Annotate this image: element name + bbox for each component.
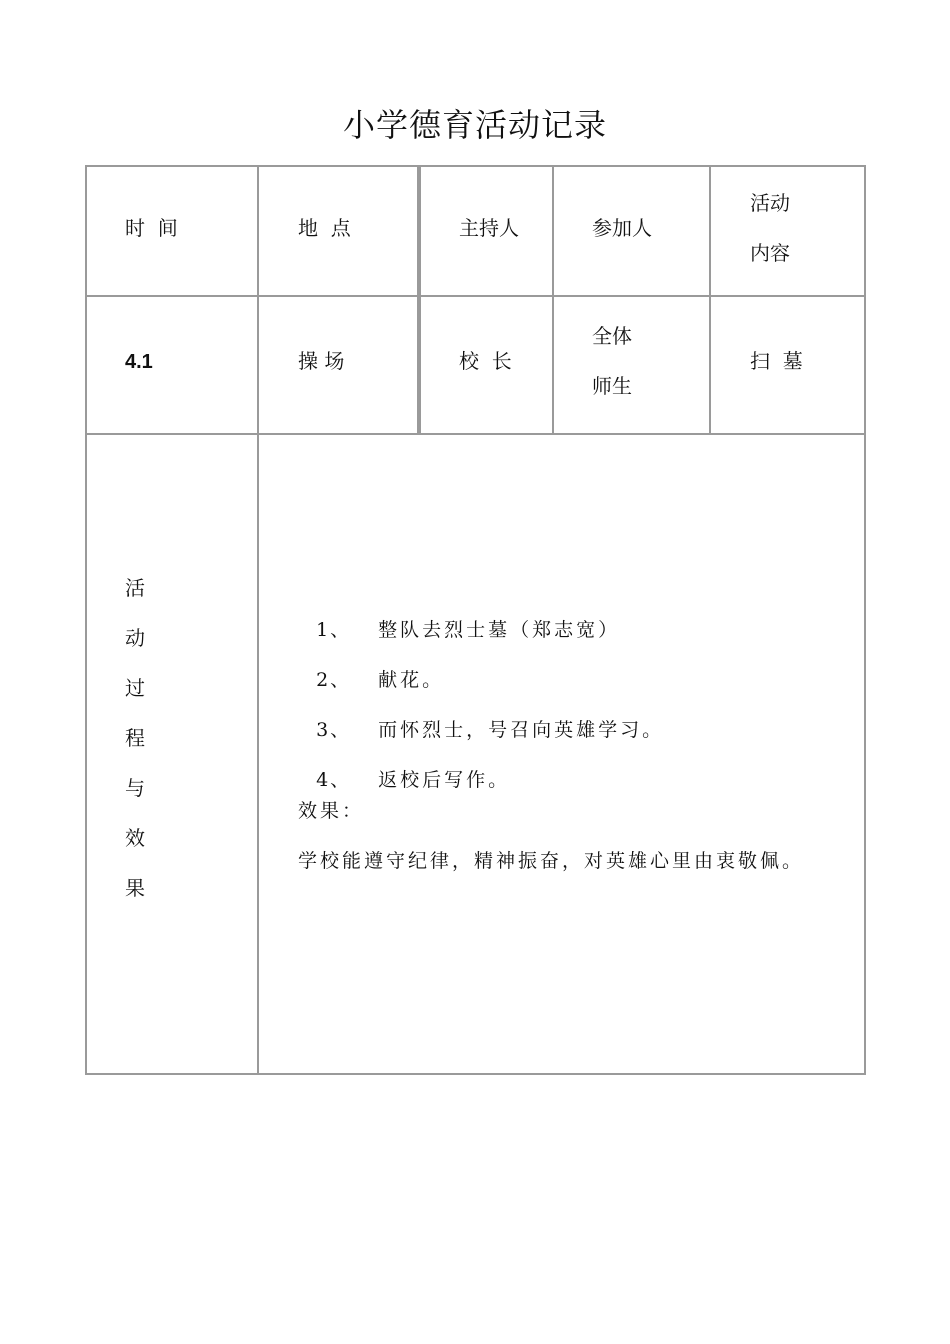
- effect-text: 学校能遵守纪律，精神振奋，对英雄心里由衷敬佩。: [298, 850, 805, 872]
- record-cell-date: [85, 295, 259, 435]
- process-label-char: 活: [125, 576, 145, 600]
- process-item-number: 4、: [316, 769, 352, 791]
- process-label-char: 效: [125, 826, 145, 850]
- process-item: [298, 702, 664, 740]
- process-label-cell: [85, 433, 259, 1075]
- process-item-text: 而怀烈士，号召向英雄学习。: [378, 719, 665, 741]
- process-label: [125, 575, 149, 925]
- header-participants-label: 参加人: [592, 216, 652, 240]
- process-label-char: 动: [125, 626, 145, 650]
- record-content: 扫 墓: [750, 349, 803, 373]
- process-item-text: 献花。: [378, 669, 445, 691]
- record-date: 4.1: [125, 351, 153, 373]
- record-participants-line1: 全体: [592, 324, 632, 348]
- header-place-label: 地 点: [298, 216, 351, 240]
- header-cell-content: [709, 165, 866, 297]
- effect-label: 效果：: [298, 800, 365, 822]
- document-title: 小学德育活动记录: [342, 106, 607, 144]
- process-item: [298, 652, 444, 690]
- process-label-char: 果: [125, 876, 145, 900]
- process-label-char: 程: [125, 726, 145, 750]
- process-item-number: 2、: [316, 669, 352, 691]
- process-item: [298, 752, 510, 790]
- header-host-label: 主持人: [459, 216, 519, 240]
- record-participants-line2: 师生: [592, 374, 632, 398]
- record-host: 校 长: [459, 349, 512, 373]
- process-item-number: 3、: [316, 719, 352, 741]
- process-label-char: 与: [125, 776, 145, 800]
- record-place: 操 场: [298, 349, 345, 373]
- process-item: [298, 602, 620, 640]
- header-time-label: 时 间: [125, 216, 178, 240]
- process-item-number: 1、: [316, 619, 352, 641]
- header-content-label-line1: 活动: [750, 191, 790, 215]
- header-content-label-line2: 内容: [750, 241, 790, 265]
- process-item-text: 返校后写作。: [378, 769, 511, 791]
- process-item-text: 整队去烈士墓（郑志宽）: [378, 619, 621, 641]
- record-cell-participants: [552, 295, 711, 435]
- process-label-char: 过: [125, 676, 145, 700]
